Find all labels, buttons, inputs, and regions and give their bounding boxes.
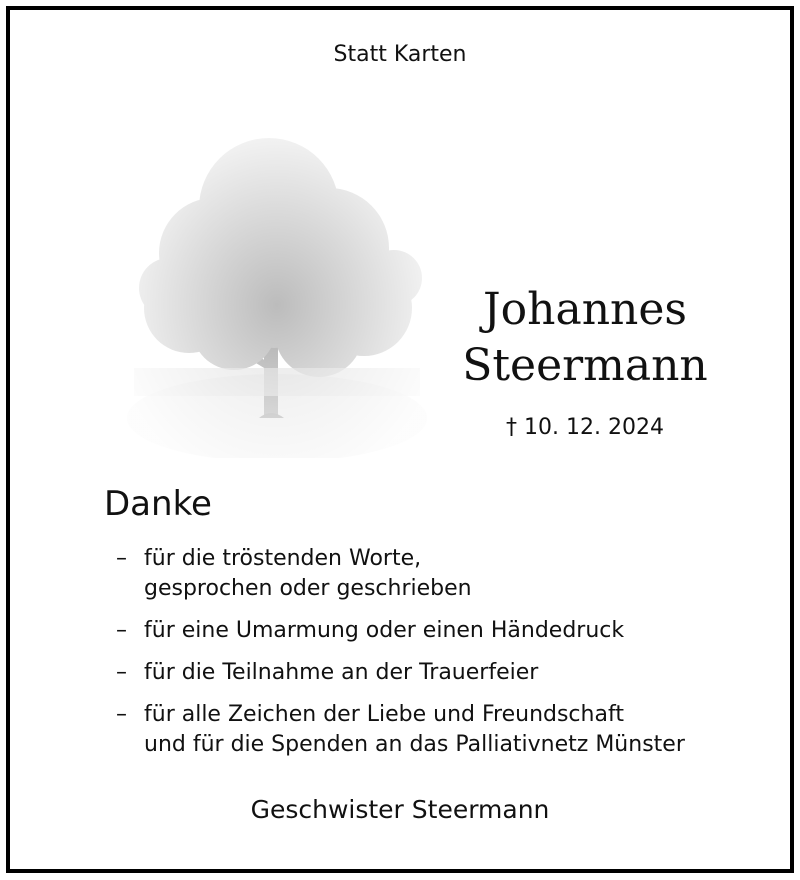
thanks-list [116, 544, 685, 772]
last-name: Steermann [462, 340, 708, 391]
thanks-title: Danke [104, 484, 212, 524]
list-item [116, 616, 685, 646]
signature: Geschwister Steermann [250, 795, 550, 824]
list-item [116, 544, 685, 604]
list-item [116, 700, 685, 760]
death-date-line [440, 415, 730, 440]
deceased-name [440, 282, 730, 394]
item-line: und für die Spenden an das Palliativnetz Münster [144, 732, 685, 757]
list-item [116, 658, 685, 688]
tree-icon [124, 118, 430, 458]
first-name: Johannes [483, 284, 687, 335]
dash: – [116, 660, 127, 685]
item-line: für eine Umarmung oder einen Händedruck [144, 618, 625, 643]
item-line: für die Teilnahme an der Trauerfeier [144, 660, 539, 685]
cross-icon: † [506, 415, 518, 440]
dash: – [116, 702, 127, 727]
dash: – [116, 546, 127, 571]
item-line: für die tröstenden Worte, [144, 546, 422, 571]
obituary-card [6, 6, 794, 873]
death-date: 10. 12. 2024 [524, 415, 664, 440]
header-text: Statt Karten [333, 42, 467, 67]
item-line: für alle Zeichen der Liebe und Freundschaft [144, 702, 624, 727]
dash: – [116, 618, 127, 643]
item-line: gesprochen oder geschrieben [144, 576, 472, 601]
